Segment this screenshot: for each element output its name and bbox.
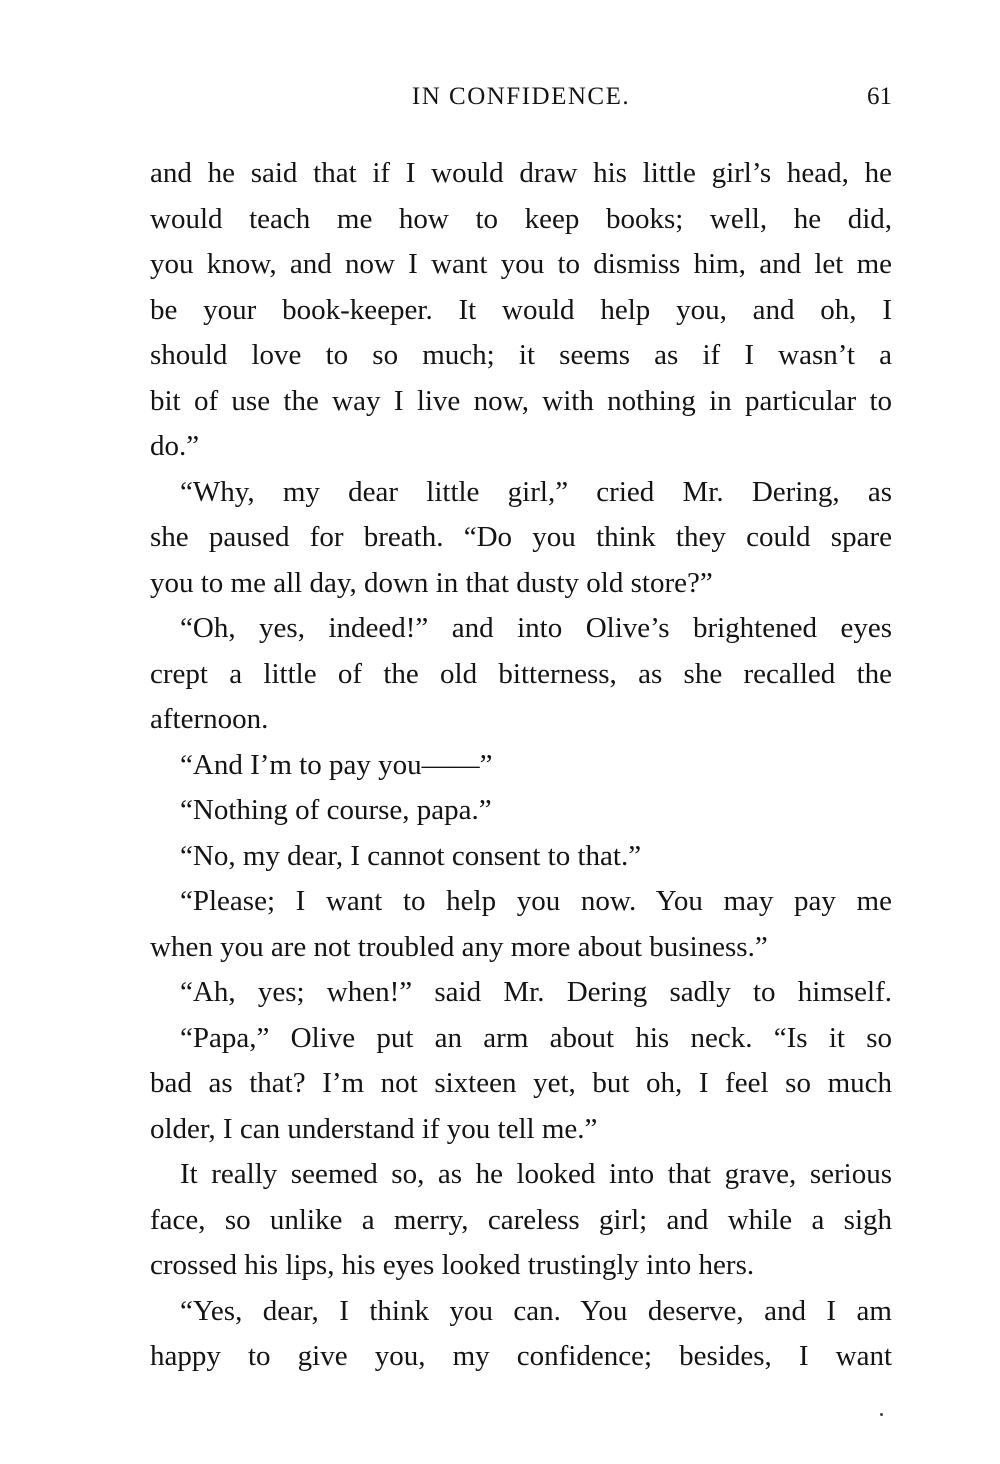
page-number: 61 — [867, 83, 892, 110]
text-line: “And I’m to pay you——” — [180, 748, 493, 781]
text-line: and he said that if I would draw his little girl’s head, he — [150, 157, 892, 189]
paper-speck — [880, 1413, 883, 1416]
text-line: crossed his lips, his eyes looked trustingly into hers. — [150, 1249, 755, 1281]
text-line: “Please; I want to help you now. You may pay me — [180, 885, 892, 917]
text-line: afternoon. — [150, 703, 269, 735]
text-line: “Ah, yes; when!” said Mr. Dering sadly to himself. — [180, 976, 892, 1008]
body-text — [150, 151, 892, 1380]
text-line: It really seemed so, as he looked into that grave, serious — [180, 1158, 892, 1190]
running-title: IN CONFIDENCE. — [411, 83, 631, 110]
text-line: be your book-keeper. It would help you, and oh, I — [150, 293, 892, 326]
text-line: would teach me how to keep books; well, he did, — [150, 202, 892, 235]
text-line: happy to give you, my confidence; besides, I want — [150, 1340, 892, 1372]
text-line: “Oh, yes, indeed!” and into Olive’s brightened eyes — [180, 612, 892, 644]
text-line: face, so unlike a merry, careless girl; and while a sigh — [150, 1203, 892, 1236]
text-line: “Nothing of course, papa.” — [180, 794, 492, 826]
text-line: older, I can understand if you tell me.” — [150, 1112, 598, 1145]
text-line: crept a little of the old bitterness, as she recalled the — [150, 657, 892, 690]
text-line: “Why, my dear little girl,” cried Mr. Dering, as — [180, 475, 892, 508]
text-line: bit of use the way I live now, with nothing in particular to — [150, 384, 892, 417]
text-line: do.” — [150, 430, 200, 462]
text-line: “No, my dear, I cannot consent to that.” — [180, 839, 642, 872]
text-line: “Papa,” Olive put an arm about his neck. “Is it so — [180, 1021, 892, 1054]
text-line: “Yes, dear, I think you can. You deserve, and I am — [180, 1294, 892, 1327]
text-line: she paused for breath. “Do you think they could spare — [150, 521, 892, 553]
text-line: should love to so much; it seems as if I wasn’t a — [150, 339, 892, 371]
text-line: you to me all day, down in that dusty old store?” — [150, 566, 713, 599]
text-line: when you are not troubled any more about business.” — [150, 930, 768, 963]
running-head — [150, 83, 892, 123]
text-line: bad as that? I’m not sixteen yet, but oh, I feel so much — [150, 1067, 892, 1099]
text-line: you know, and now I want you to dismiss him, and let me — [150, 248, 892, 280]
